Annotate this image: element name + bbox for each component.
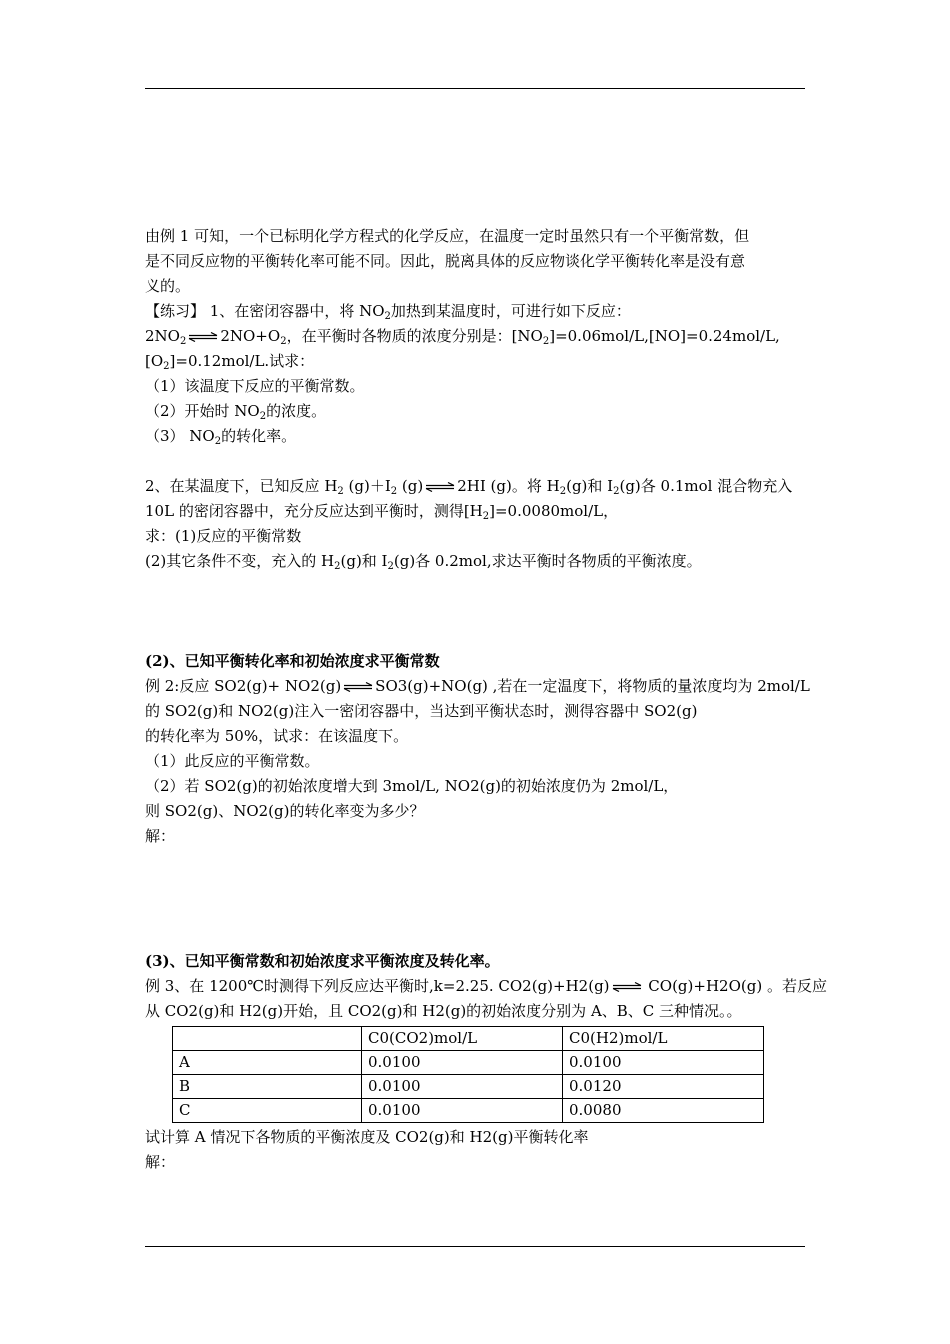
table-header-cell: C0(H2)mol/L [563,1027,764,1051]
example-3-question: 试计算 A 情况下各物质的平衡浓度及 CO2(g)和 H2(g)平衡转化率 [145,1128,589,1146]
exercise-2-question-1: 求：(1)反应的平衡常数 [145,527,302,545]
exercise-1-equation: $2NO_2$ $2NO+O_2$，在平衡时各物质的浓度分别是：$[NO_2]=0.06mol/L,[NO]=0.24mol/L$, [145,327,780,347]
table-cell: 0.0120 [563,1075,764,1099]
exercise-1-question-1: （1）该温度下反应的平衡常数。 [145,377,365,395]
solution-label: 解： [145,827,176,845]
exercise-1-question-2: （2）开始时 $NO_2$的浓度。 [145,402,327,422]
example-3-line: 例 3、在 1200℃时测得下列反应达平衡时,k=2.25. CO2(g)+H2(g) CO(g)+H2O(g) 。若反应 [145,977,827,995]
equilibrium-arrow-icon [425,482,455,492]
example-2-line: 的 SO2(g)和 NO2(g)注入一密闭容器中，当达到平衡状态时，测得容器中 SO2(g) [145,702,698,720]
section-2-heading: (2)、已知平衡转化率和初始浓度求平衡常数 [145,652,440,670]
example-2-question-2: （2）若 SO2(g)的初始浓度增大到 3mol/L, NO2(g)的初始浓度仍为 2mol/L， [145,777,679,795]
exercise-2-question-2: (2)其它条件不变，充入的 $H_2(g)$和 $I_2(g)$各 0.2mol,求达平衡时各物质的平衡浓度。 [145,552,702,572]
header-rule [145,88,805,89]
table-cell: 0.0100 [362,1099,563,1123]
solution-label: 解： [145,1153,176,1171]
equilibrium-arrow-icon [612,982,642,992]
example-2-question-1: （1）此反应的平衡常数。 [145,752,320,770]
exercise-2-intro: 2、在某温度下，已知反应 $H_2$ $(g)+I_2$ (g) 2HI (g)。将 $H_2(g)$和 $I_2(g)$各 0.1mol 混合物充入 [145,477,793,497]
table-header-cell: C0(CO2)mol/L [362,1027,563,1051]
exercise-1-intro: 【练习】 1、在密闭容器中，将 $NO_2$加热到某温度时，可进行如下反应： [145,302,631,322]
equilibrium-arrow-icon [188,332,218,342]
concentration-table [172,1026,764,1123]
example-2-line: 的转化率为 50%，试求：在该温度下。 [145,727,409,745]
paragraph-line: 是不同反应物的平衡转化率可能不同。因此，脱离具体的反应物谈化学平衡转化率是没有意 [145,252,746,270]
table-cell: 0.0080 [563,1099,764,1123]
exercise-1-line: $[O_2]=0.12mol/L$.试求： [145,352,315,372]
exercise-1-question-3: （3） $NO_2$的转化率。 [145,427,297,447]
table-cell: 0.0100 [563,1051,764,1075]
section-3-heading: (3)、已知平衡常数和初始浓度求平衡浓度及转化率。 [145,952,500,970]
table-cell: C [173,1099,362,1123]
exercise-2-line: 10L 的密闭容器中，充分反应达到平衡时，测得$[H_2]=0.0080mol/L$， [145,502,619,522]
table-row [173,1075,764,1099]
table-cell: A [173,1051,362,1075]
paragraph-line: 义的。 [145,277,191,295]
table-cell: 0.0100 [362,1051,563,1075]
table-header-row [173,1027,764,1051]
table-row [173,1051,764,1075]
example-3-line: 从 CO2(g)和 H2(g)开始，且 CO2(g)和 H2(g)的初始浓度分别为 A、B、C 三种情况。。 [145,1002,742,1020]
table-cell: B [173,1075,362,1099]
footer-rule [145,1246,805,1247]
example-2-line: 例 2:反应 SO2(g)+ NO2(g) SO3(g)+NO(g) ,若在一定温度下，将物质的量浓度均为 2mol/L [145,677,810,695]
document-body [145,224,827,1175]
equilibrium-arrow-icon [343,682,373,692]
example-2-line: 则 SO2(g)、NO2(g)的转化率变为多少？ [145,802,425,820]
table-row [173,1099,764,1123]
table-header-cell [173,1027,362,1051]
table-cell: 0.0100 [362,1075,563,1099]
paragraph-line: 由例 1 可知，一个已标明化学方程式的化学反应，在温度一定时虽然只有一个平衡常数，但 [145,227,750,245]
